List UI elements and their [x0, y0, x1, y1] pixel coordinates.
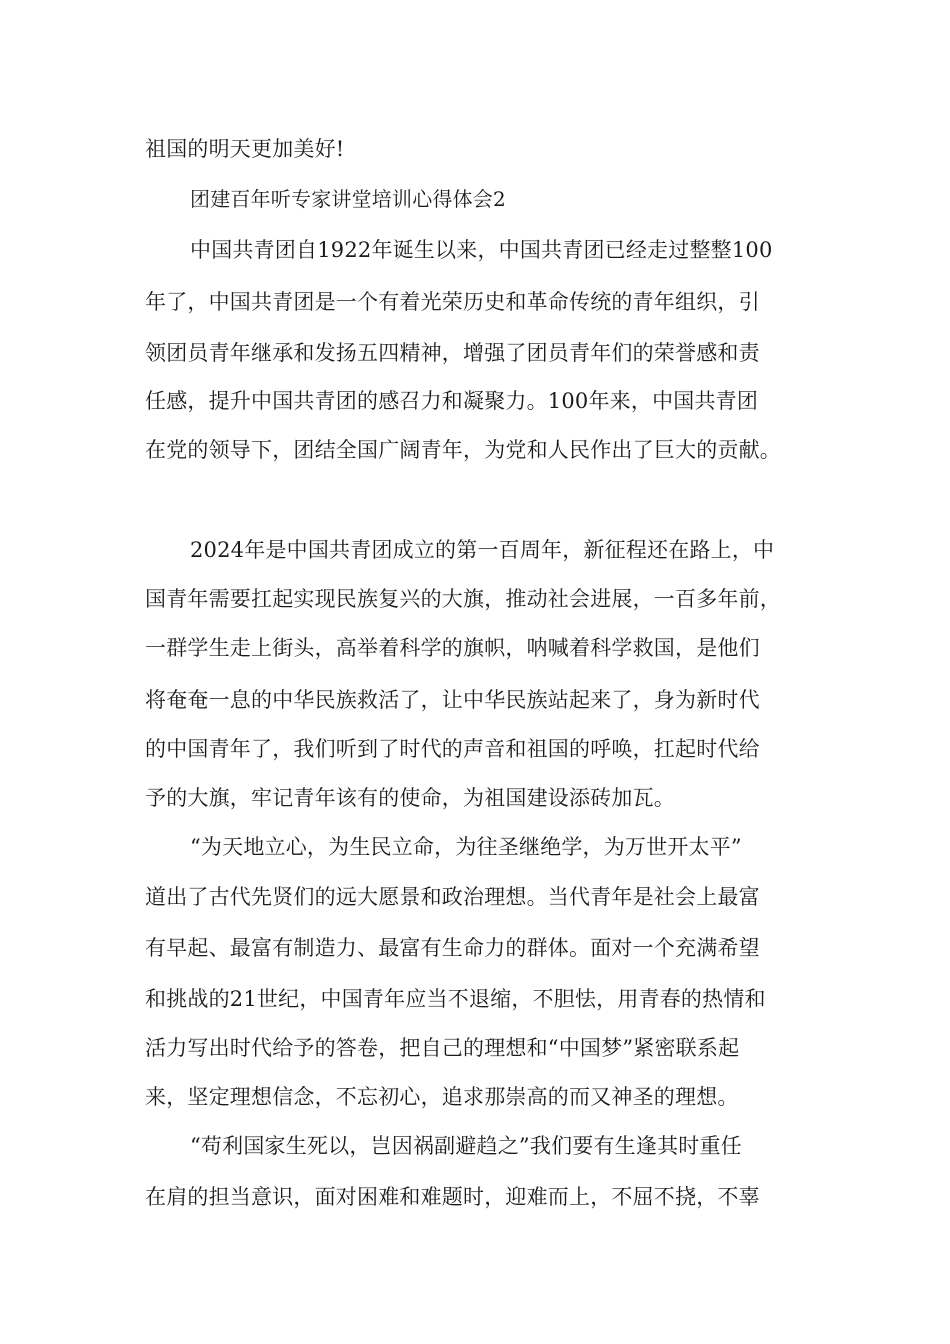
text-line: 来，坚定理想信念，不忘初心，追求那崇高的而又神圣的理想。: [145, 1085, 739, 1109]
text-line: “苟利国家生死以，岂因祸副避趋之”我们要有生逢其时重任: [190, 1134, 742, 1158]
text-line: 领团员青年继承和发扬五四精神，增强了团员青年们的荣誉感和责: [145, 341, 760, 365]
section-title: 团建百年听专家讲堂培训心得体会2: [190, 187, 506, 211]
text-line: 将奄奄一息的中华民族救活了，让中华民族站起来了，身为新时代: [145, 688, 760, 712]
text-line: 的中国青年了，我们听到了时代的声音和祖国的呼唤，扛起时代给: [145, 737, 760, 761]
text-line: 任感，提升中国共青团的感召力和凝聚力。100年来，中国共青团: [145, 389, 759, 413]
text-line: 一群学生走上街头，高举着科学的旗帜，呐喊着科学救国，是他们: [145, 636, 760, 660]
text-line: 国青年需要扛起实现民族复兴的大旗，推动社会进展，一百多年前，: [145, 587, 781, 611]
text-line: 和挑战的21世纪，中国青年应当不退缩，不胆怯，用青春的热情和: [145, 987, 766, 1011]
text-line: 祖国的明天更加美好!: [145, 137, 345, 161]
text-line: 有早起、最富有制造力、最富有生命力的群体。面对一个充满希望: [145, 936, 760, 960]
text-line: 年了，中国共青团是一个有着光荣历史和革命传统的青年组织，引: [145, 290, 760, 314]
text-line: 活力写出时代给予的答卷，把自己的理想和“中国梦”紧密联系起: [145, 1036, 740, 1060]
text-line: 在党的领导下，团结全国广阔青年，为党和人民作出了巨大的贡献。: [145, 438, 781, 462]
text-line: 中国共青团自1922年诞生以来，中国共青团已经走过整整100: [190, 238, 773, 262]
text-line: 道出了古代先贤们的远大愿景和政治理想。当代青年是社会上最富: [145, 885, 760, 909]
text-line: 2024年是中国共青团成立的第一百周年，新征程还在路上，中: [190, 538, 775, 562]
text-line: “为天地立心，为生民立命，为往圣继绝学，为万世开太平”: [190, 835, 742, 859]
text-line: 予的大旗，牢记青年该有的使命，为祖国建设添砖加瓦。: [145, 786, 675, 810]
text-line: 在肩的担当意识，面对困难和难题时，迎难而上，不屈不挠，不辜: [145, 1185, 760, 1209]
